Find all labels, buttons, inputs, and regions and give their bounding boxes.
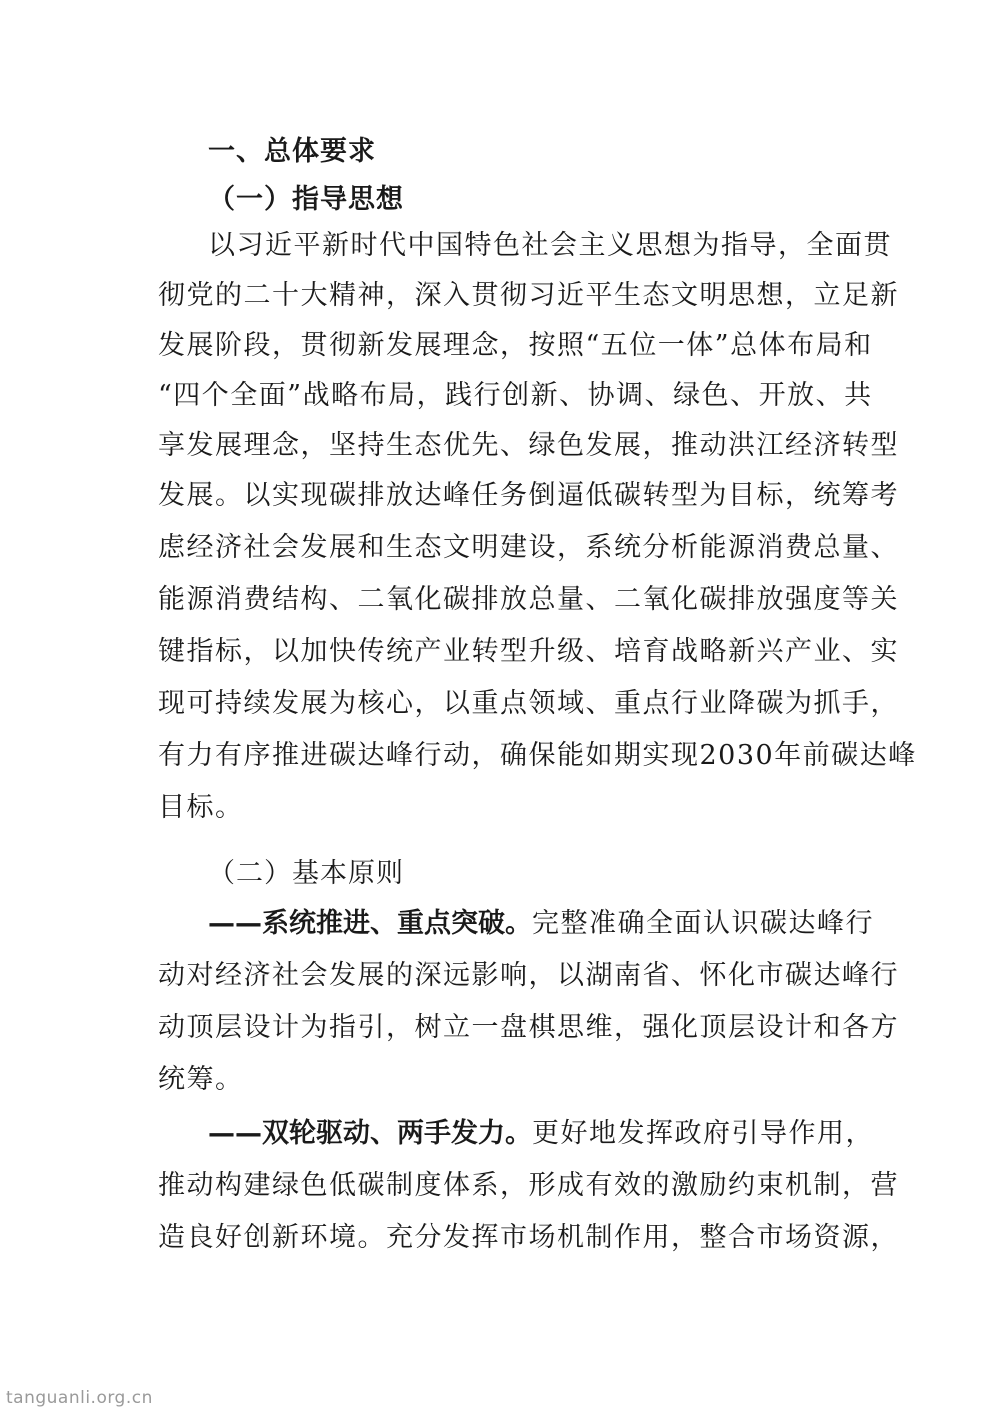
subsection-label-1: （一）指导思想 xyxy=(208,184,404,215)
subsection-label-2: （二）基本原则 xyxy=(208,858,404,889)
paragraph-line: 目标。 xyxy=(158,792,244,823)
subsection-heading-1 xyxy=(208,180,404,220)
principle-text: 更好地发挥政府引导作用， xyxy=(532,1118,874,1149)
watermark: tanguanli.org.cn xyxy=(6,1388,153,1408)
paragraph-line: 享发展理念，坚持生态优先、绿色发展，推动洪江经济转型 xyxy=(158,430,899,461)
paragraph-line: 动对经济社会发展的深远影响，以湖南省、怀化市碳达峰行 xyxy=(158,960,899,991)
paragraph-line: 虑经济社会发展和生态文明建设，系统分析能源消费总量、 xyxy=(158,532,899,563)
paragraph-line: 能源消费结构、二氧化碳排放总量、二氧化碳排放强度等关 xyxy=(158,584,899,615)
paragraph-line: 现可持续发展为核心，以重点领域、重点行业降碳为抓手， xyxy=(158,688,899,719)
principle-text: 完整准确全面认识碳达峰行 xyxy=(532,908,874,939)
paragraph-line: 造良好创新环境。充分发挥市场机制作用，整合市场资源， xyxy=(158,1222,899,1253)
paragraph-line: 有力有序推进碳达峰行动，确保能如期实现2030年前碳达峰 xyxy=(158,740,917,771)
paragraph-line: 动顶层设计为指引，树立一盘棋思维，强化顶层设计和各方 xyxy=(158,1012,899,1043)
principle-lead: ——双轮驱动、两手发力。 xyxy=(208,1118,532,1149)
paragraph-line: 推动构建绿色低碳制度体系，形成有效的激励约束机制，营 xyxy=(158,1170,899,1201)
paragraph-line: “四个全面”战略布局，践行创新、协调、绿色、开放、共 xyxy=(158,380,873,411)
paragraph-line: 以习近平新时代中国特色社会主义思想为指导，全面贯 xyxy=(208,230,892,261)
subsection-heading-2 xyxy=(208,854,404,894)
paragraph-line: 统筹。 xyxy=(158,1064,244,1095)
paragraph-line: 发展。以实现碳排放达峰任务倒逼低碳转型为目标，统筹考 xyxy=(158,480,899,511)
paragraph-line: 发展阶段，贯彻新发展理念，按照“五位一体”总体布局和 xyxy=(158,330,873,361)
section-heading: 一、总体要求 xyxy=(208,136,376,167)
principle-first-line xyxy=(208,1114,874,1154)
principle-lead: ——系统推进、重点突破。 xyxy=(208,908,532,939)
paragraph-line: 键指标，以加快传统产业转型升级、培育战略新兴产业、实 xyxy=(158,636,899,667)
paragraph-line: 彻党的二十大精神，深入贯彻习近平生态文明思想，立足新 xyxy=(158,280,899,311)
principle-first-line xyxy=(208,904,874,944)
